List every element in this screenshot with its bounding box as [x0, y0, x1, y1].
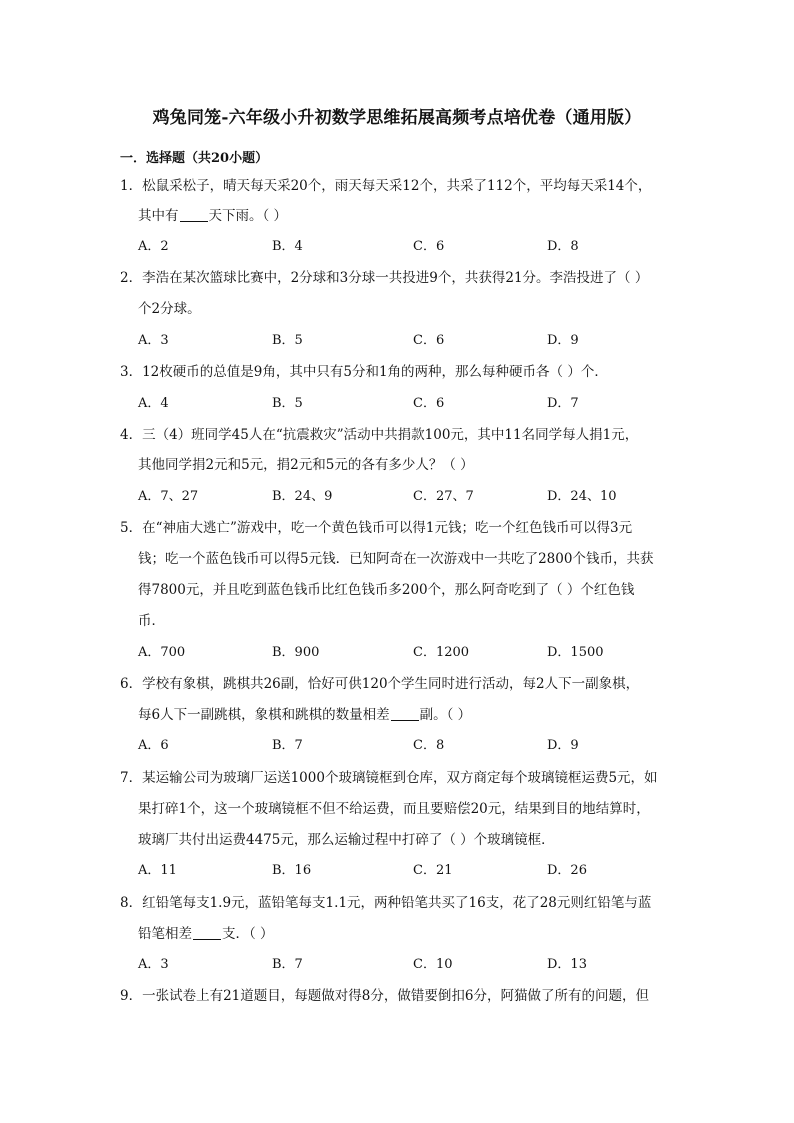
option-c: C．6	[413, 333, 445, 348]
question-5-line-1: 5．在“神庙大逃亡”游戏中，吃一个黄色钱币可以得1元钱；吃一个红色钱币可以得3元	[120, 520, 633, 536]
question-1-line-1: 1．松鼠采松子，晴天每天采20个，雨天每天采12个，共采了112个，平均每天采14个，	[120, 178, 652, 194]
question-6-text: 每6人下一副跳棋，象棋和跳棋的数量相差	[138, 707, 390, 723]
option-b: B．4	[272, 239, 303, 254]
option-d: D．24、10	[547, 489, 617, 504]
option-d: D．13	[547, 957, 587, 972]
question-2-line-1: 2．李浩在某次篮球比赛中，2分球和3分球一共投进9个，共获得21分。李浩投进了（ ）	[120, 270, 649, 286]
answer-blank	[391, 706, 419, 721]
question-4-line-2: 其他同学捐2元和5元，捐2元和5元的各有多少人？（ ）	[138, 457, 474, 473]
option-c: C．1200	[413, 645, 470, 660]
option-d: D．9	[547, 738, 579, 753]
option-b: B．5	[272, 396, 303, 411]
option-b: B．5	[272, 333, 303, 348]
option-c: C．6	[413, 239, 445, 254]
option-c: C．27、7	[413, 489, 474, 504]
question-8-text: 支．（ ）	[222, 926, 274, 942]
document-title: 鸡兔同笼-六年级小升初数学思维拓展高频考点培优卷（通用版）	[152, 108, 642, 128]
option-b: B．24、9	[272, 489, 333, 504]
question-7-line-1: 7．某运输公司为玻璃厂运送1000个玻璃镜框到仓库，双方商定每个玻璃镜框运费5元，如	[120, 770, 658, 786]
question-8-line-1: 8．红铅笔每支1.9元，蓝铅笔每支1.1元，两种铅笔共买了16支，花了28元则红铅笔与蓝	[120, 895, 652, 911]
option-a: A．3	[138, 957, 169, 972]
option-d: D．8	[547, 239, 579, 254]
question-6-line-2	[138, 705, 471, 725]
question-9-line-1: 9．一张试卷上有21道题目，每题做对得8分，做错要倒扣6分，阿猫做了所有的问题，但	[120, 988, 649, 1004]
question-3-line-1: 3．12枚硬币的总值是9角，其中只有5分和1角的两种，那么每种硬币各（ ）个．	[120, 364, 608, 380]
section-heading: 一．选择题（共20小题）	[120, 151, 269, 166]
option-c: C．21	[413, 863, 453, 878]
question-1-text: 其中有	[138, 208, 179, 224]
question-4-line-1: 4．三（4）班同学45人在“抗震救灾”活动中共捐款100元，其中11名同学每人捐1元，	[120, 427, 639, 443]
option-a: A．11	[138, 863, 177, 878]
option-b: B．900	[272, 645, 320, 660]
option-d: D．9	[547, 333, 579, 348]
option-a: A．700	[138, 645, 186, 660]
option-a: A．6	[138, 738, 169, 753]
question-1-line-2	[138, 206, 287, 226]
question-6-line-1: 6．学校有象棋，跳棋共26副，恰好可供120个学生同时进行活动，每2人下一副象棋，	[120, 676, 640, 692]
option-b: B．7	[272, 957, 303, 972]
option-b: B．16	[272, 863, 312, 878]
question-6-text: 副。（ ）	[419, 707, 472, 723]
question-7-line-2: 果打碎1个，这一个玻璃镜框不但不给运费，而且要赔偿20元，结果到目的地结算时，	[138, 801, 650, 817]
question-5-line-4: 币．	[138, 613, 165, 629]
option-b: B．7	[272, 738, 303, 753]
question-2-line-2: 个2分球。	[138, 301, 201, 317]
question-7-line-3: 玻璃厂共付出运费4475元，那么运输过程中打碎了（ ）个玻璃镜框．	[138, 832, 555, 848]
option-c: C．6	[413, 396, 445, 411]
option-c: C．8	[413, 738, 445, 753]
question-8-line-2	[138, 924, 274, 944]
option-a: A．3	[138, 333, 169, 348]
option-a: A．2	[138, 239, 169, 254]
question-1-text: 天下雨。（ ）	[208, 208, 288, 224]
question-8-text: 铅笔相差	[138, 926, 192, 942]
option-c: C．10	[413, 957, 453, 972]
option-d: D．1500	[547, 645, 604, 660]
option-a: A．4	[138, 396, 169, 411]
question-5-line-3: 得7800元，并且吃到蓝色钱币比红色钱币多200个，那么阿奇吃到了（ ）个红色钱	[138, 582, 635, 598]
answer-blank	[193, 925, 221, 940]
answer-blank	[180, 207, 208, 222]
question-5-line-2: 钱；吃一个蓝色钱币可以得5元钱．已知阿奇在一次游戏中一共吃了2800个钱币，共获	[138, 551, 654, 567]
option-d: D．26	[547, 863, 587, 878]
option-d: D．7	[547, 396, 579, 411]
option-a: A．7、27	[138, 489, 199, 504]
